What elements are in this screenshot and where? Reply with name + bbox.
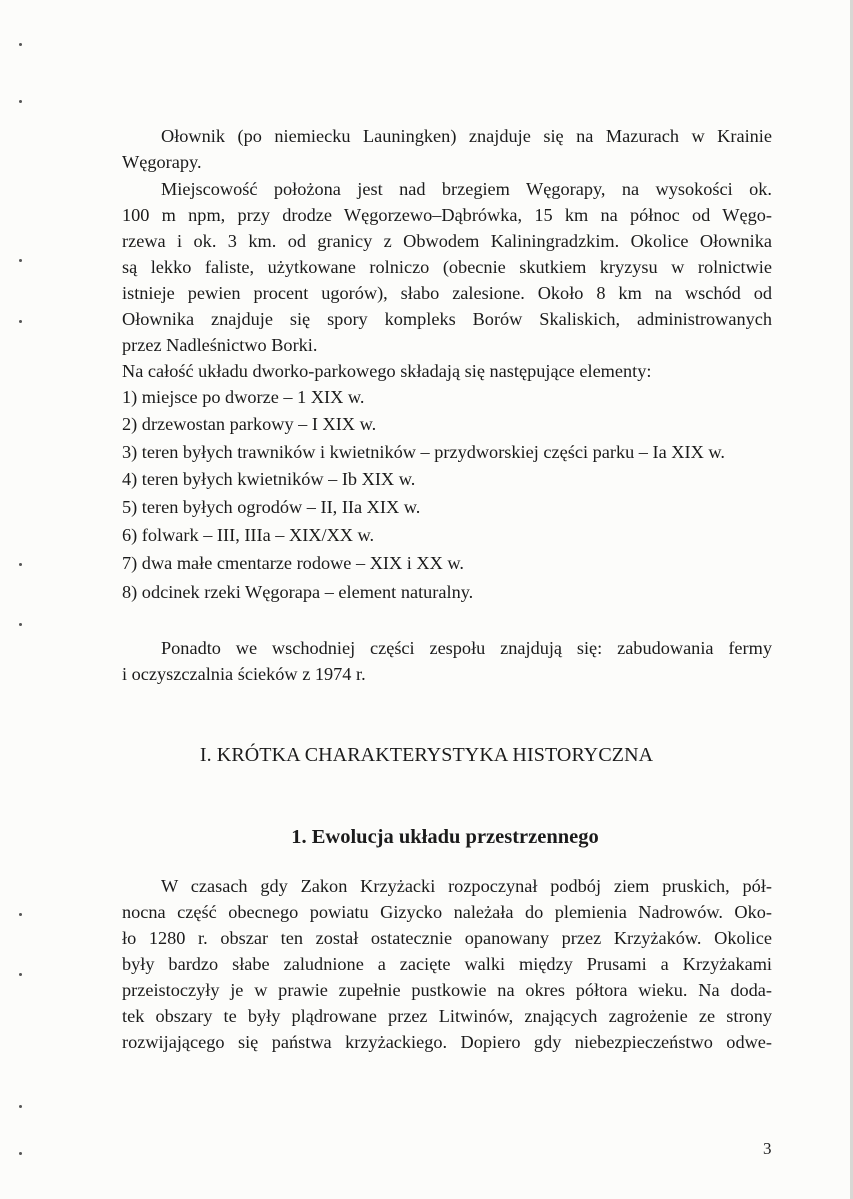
list-item: 4) teren byłych kwietników – Ib XIX w. bbox=[122, 469, 416, 489]
margin-dot bbox=[19, 320, 22, 323]
paragraph-line: ło 1280 r. obszar ten został ostatecznie opanowany przez Krzyżaków. Okolice bbox=[122, 928, 772, 948]
paragraph-line: W czasach gdy Zakon Krzyżacki rozpoczynał podbój ziem pruskich, pół- bbox=[161, 876, 772, 896]
paragraph-line: były bardzo słabe zaludnione a zacięte walki między Prusami a Krzyżakami bbox=[122, 954, 772, 974]
paragraph-line: przez Nadleśnictwo Borki. bbox=[122, 335, 318, 355]
paragraph-line: są lekko faliste, użytkowane rolniczo (obecnie skutkiem kryzysu w rolnictwie bbox=[122, 257, 772, 277]
margin-dot bbox=[19, 1152, 22, 1155]
margin-dot bbox=[19, 43, 22, 46]
list-item: 7) dwa małe cmentarze rodowe – XIX i XX w. bbox=[122, 553, 464, 573]
paragraph-line: tek obszary te były plądrowane przez Litwinów, znających zagrożenie ze strony bbox=[122, 1006, 772, 1026]
paragraph-line: Miejscowość położona jest nad brzegiem Węgorapy, na wysokości ok. bbox=[161, 179, 772, 199]
section-heading: 1. Ewolucja układu przestrzennego bbox=[291, 826, 599, 848]
paragraph-line: nocna część obecnego powiatu Gizycko należała do plemienia Nadrowów. Oko- bbox=[122, 902, 772, 922]
paragraph-line: rzewa i ok. 3 km. od granicy z Obwodem Kaliningradzkim. Okolice Ołownika bbox=[122, 231, 772, 251]
paragraph-line: Ponadto we wschodniej części zespołu znajdują się: zabudowania fermy bbox=[161, 638, 772, 658]
margin-dot bbox=[19, 1105, 22, 1108]
list-intro: Na całość układu dworko-parkowego składają się następujące elementy: bbox=[122, 361, 652, 381]
list-item: 8) odcinek rzeki Węgorapa – element naturalny. bbox=[122, 582, 474, 602]
paragraph-line: i oczyszczalnia ścieków z 1974 r. bbox=[122, 664, 366, 684]
paragraph-line: rozwijającego się państwa krzyżackiego. Dopiero gdy niebezpieczeństwo odwe- bbox=[122, 1032, 772, 1052]
list-item: 3) teren byłych trawników i kwietników – przydworskiej części parku – Ia XIX w. bbox=[122, 442, 725, 462]
margin-dot bbox=[19, 100, 22, 103]
paragraph-line: Ołownik (po niemiecku Launingken) znajduje się na Mazurach w Krainie bbox=[161, 126, 772, 146]
list-item: 2) drzewostan parkowy – I XIX w. bbox=[122, 414, 377, 434]
paragraph-line: istnieje pewien procent ugorów), słabo zalesione. Około 8 km na wschód od bbox=[122, 283, 772, 303]
margin-dot bbox=[19, 973, 22, 976]
margin-dot bbox=[19, 913, 22, 916]
paragraph-line: Ołownika znajduje się spory kompleks Borów Skaliskich, administrowanych bbox=[122, 309, 772, 329]
paragraph-line: Węgorapy. bbox=[122, 152, 202, 172]
chapter-heading: I. KRÓTKA CHARAKTERYSTYKA HISTORYCZNA bbox=[199, 744, 654, 766]
margin-dot bbox=[19, 623, 22, 626]
margin-dot bbox=[19, 259, 22, 262]
margin-dot bbox=[19, 563, 22, 566]
paragraph-line: przeistoczyły je w prawie zupełnie pustkowie na okres półtora wieku. Na doda- bbox=[122, 980, 772, 1000]
list-item: 5) teren byłych ogrodów – II, IIa XIX w. bbox=[122, 497, 421, 517]
page-number: 3 bbox=[763, 1139, 772, 1158]
paragraph-line: 100 m npm, przy drodze Węgorzewo–Dąbrówka, 15 km na północ od Węgo- bbox=[122, 205, 772, 225]
list-item: 6) folwark – III, IIIa – XIX/XX w. bbox=[122, 525, 375, 545]
list-item: 1) miejsce po dworze – 1 XIX w. bbox=[122, 387, 365, 407]
